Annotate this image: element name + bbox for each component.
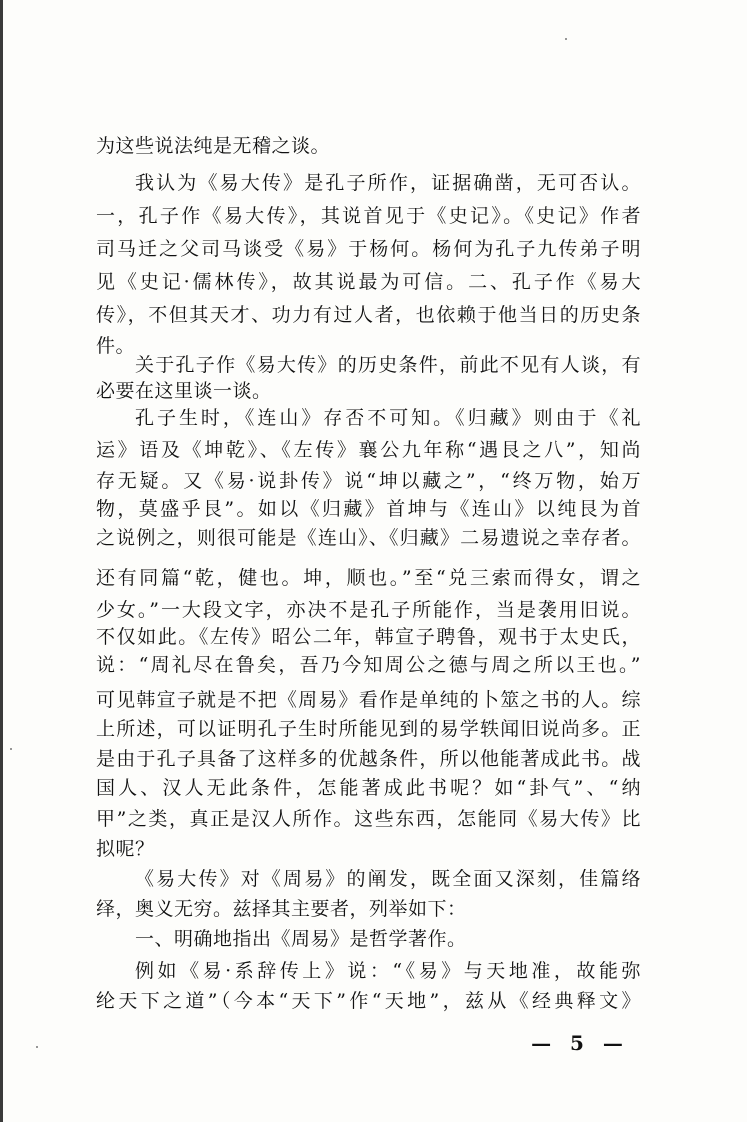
- text-line-20: 上所述，可以证明孔子生时所能见到的易学轶闻旧说尚多。正: [96, 718, 641, 740]
- text-line-14: 之说例之，则很可能是《连山》、《归藏》二易遗说之幸存者。: [96, 527, 641, 549]
- text-line-6: 传》，不但其天才、功力有过人者，也依赖于他当日的历史条: [96, 304, 641, 326]
- print-speck: [10, 748, 12, 750]
- page-binding-edge: [0, 0, 3, 1122]
- text-line-22: 国人、汉人无此条件，怎能著成此书呢？如“卦气”、“纳: [96, 777, 641, 799]
- text-line-8: 关于孔子作《易大传》的历史条件，前此不见有人谈，有: [135, 354, 641, 376]
- text-line-7: 件。: [96, 335, 136, 357]
- text-line-12: 存无疑。又《易·说卦传》说“坤以藏之”，“终万物，始万: [96, 470, 641, 492]
- text-line-24: 拟呢？: [96, 838, 155, 860]
- text-line-29: 纶天下之道”（今本“天下”作“天地”，兹从《经典释文》: [96, 990, 641, 1012]
- text-line-13: 物，莫盛乎艮”。如以《归藏》首坤与《连山》以纯艮为首: [96, 498, 641, 520]
- text-line-11: 运》语及《坤乾》、《左传》襄公九年称“遇艮之八”，知尚: [96, 439, 641, 461]
- text-line-27: 一、明确地指出《周易》是哲学著作。: [135, 928, 467, 950]
- text-line-21: 是由于孔子具备了这样多的优越条件，所以他能著成此书。战: [96, 748, 641, 770]
- text-line-10: 孔子生时，《连山》存否不可知。《归藏》则由于《礼: [135, 407, 641, 429]
- print-speck: [565, 38, 567, 40]
- print-speck: [36, 1046, 38, 1048]
- text-line-16: 少女。”一大段文字，亦决不是孔子所能作，当是袭用旧说。: [96, 599, 641, 621]
- text-line-15: 还有同篇“乾，健也。坤，顺也。”至“兑三索而得女，谓之: [96, 567, 641, 589]
- text-line-18: 说：“周礼尽在鲁矣，吾乃今知周公之德与周之所以王也。”: [96, 654, 641, 676]
- text-line-23: 甲”之类，真正是汉人所作。这些东西，怎能同《易大传》比: [96, 808, 641, 830]
- text-line-17: 不仅如此。《左传》昭公二年，韩宣子聘鲁，观书于太史氏，: [96, 626, 641, 648]
- text-line-5: 见《史记·儒林传》，故其说最为可信。二、孔子作《易大: [96, 271, 641, 293]
- text-line-2: 我认为《易大传》是孔子所作，证据确凿，无可否认。: [135, 172, 641, 194]
- text-line-1: 为这些说法纯是无稽之谈。: [96, 135, 331, 157]
- text-line-4: 司马迁之父司马谈受《易》于杨何。杨何为孔子九传弟子明: [96, 238, 641, 260]
- text-line-25: 《易大传》对《周易》的阐发，既全面又深刻，佳篇络: [135, 868, 641, 890]
- text-line-9: 必要在这里谈一谈。: [96, 380, 272, 402]
- page-number: — 5 —: [531, 1031, 629, 1055]
- text-line-19: 可见韩宣子就是不把《周易》看作是单纯的卜筮之书的人。综: [96, 689, 641, 711]
- text-line-28: 例如《易·系辞传上》说：“《易》与天地准，故能弥: [135, 960, 641, 982]
- text-line-3: 一，孔子作《易大传》，其说首见于《史记》。《史记》作者: [96, 205, 641, 227]
- text-line-26: 绎，奥义无穷。兹择其主要者，列举如下：: [96, 898, 467, 920]
